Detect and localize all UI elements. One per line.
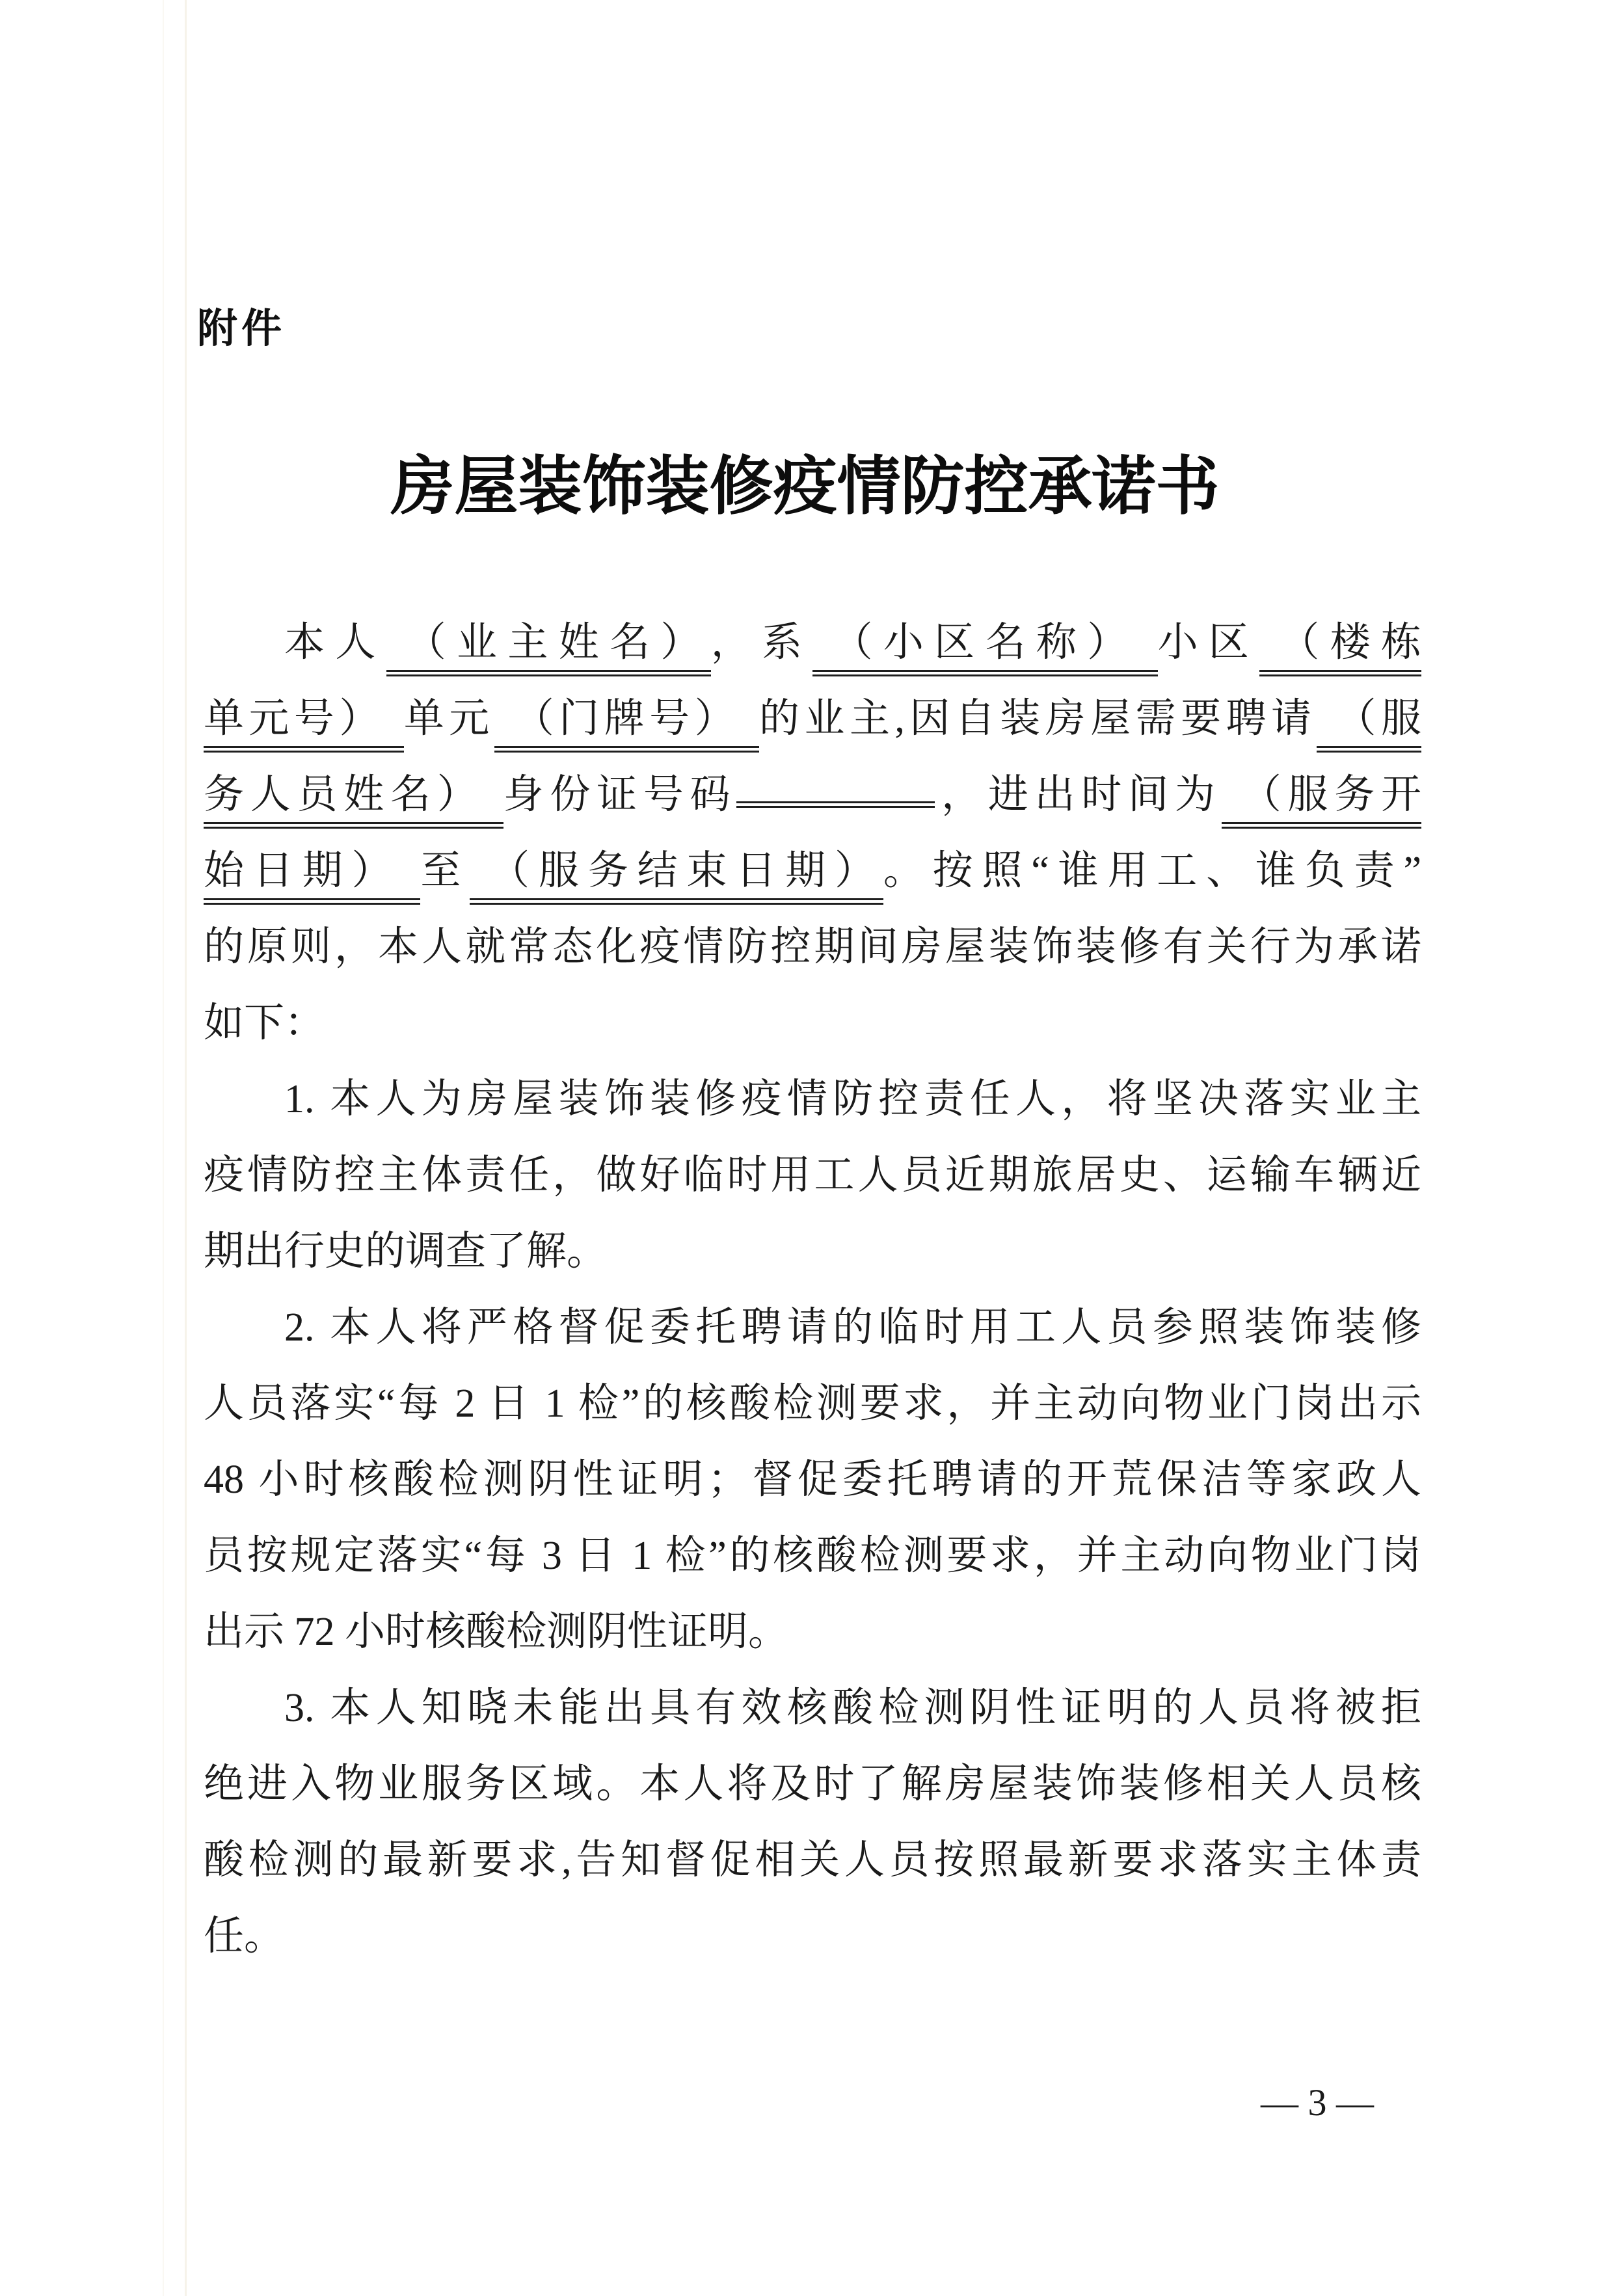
text-segment: 小区 [1157, 621, 1260, 665]
attachment-label: 附件 [197, 306, 286, 351]
text-segment: 单元 [403, 697, 494, 741]
blank-field: （小区名称） [812, 621, 1157, 676]
body-line [204, 1518, 1421, 1594]
text-segment: ，系 [710, 621, 813, 665]
document-body [204, 605, 1421, 1975]
body-line [204, 909, 1421, 985]
body-line [204, 1670, 1421, 1746]
body-line [204, 985, 1421, 1061]
scan-artifact-line [185, 0, 187, 2296]
text-segment: 的业主,因自装房屋需要聘请 [759, 697, 1317, 741]
text-segment: 期出行史的调查了解。 [204, 1229, 608, 1274]
text-segment: ， [935, 773, 988, 817]
text-segment: 身份证号码 [503, 773, 737, 817]
text-segment: 出示 72 小时核酸检测阴性证明。 [204, 1610, 789, 1654]
page-number: — 3 — [1261, 2081, 1374, 2124]
body-line [204, 1214, 1421, 1290]
body-line [204, 1822, 1421, 1899]
text-segment: 如下： [204, 1001, 325, 1045]
text-segment: 至 [420, 849, 470, 893]
body-line [204, 605, 1421, 681]
text-segment: 疫情防控主体责任，做好临时用工人员近期旅居史、运输车辆近 [204, 1153, 1421, 1197]
body-line [204, 681, 1421, 757]
body-line [204, 833, 1421, 909]
body-line [204, 1746, 1421, 1822]
body-line [204, 1899, 1421, 1975]
text-segment: 任。 [204, 1914, 285, 1958]
text-segment: 进出时间为 [987, 773, 1222, 817]
body-line [204, 1138, 1421, 1214]
text-segment: 的原则，本人就常态化疫情防控期间房屋装饰装修有关行为承诺 [204, 925, 1421, 969]
blank-field: （服 [1317, 697, 1421, 753]
text-segment: 人员落实“每 2 日 1 检”的核酸检测要求，并主动向物业门岗出示 [204, 1382, 1421, 1426]
body-line [204, 1366, 1421, 1442]
text-segment: 2. 本人将严格督促委托聘请的临时用工人员参照装饰装修 [284, 1305, 1421, 1350]
blank-field-empty [736, 763, 935, 808]
body-line [204, 757, 1421, 833]
scan-artifact-line [163, 0, 164, 2296]
blank-field: （楼栋 [1259, 621, 1421, 676]
body-line [204, 1061, 1421, 1138]
text-segment: 酸检测的最新要求,告知督促相关人员按照最新要求落实主体责 [204, 1838, 1421, 1882]
blank-field: （门牌号） [494, 697, 759, 753]
text-segment: 员按规定落实“每 3 日 1 检”的核酸检测要求，并主动向物业门岗 [204, 1534, 1421, 1578]
text-segment: 1. 本人为房屋装饰装修疫情防控责任人，将坚决落实业主 [284, 1077, 1421, 1121]
blank-field: 单元号） [204, 697, 404, 753]
blank-field: （服务结束日期） [470, 849, 883, 905]
text-segment: 本人 [284, 621, 386, 665]
body-line [204, 1594, 1421, 1670]
body-line [204, 1290, 1421, 1366]
text-segment: 3. 本人知晓未能出具有效核酸检测阴性证明的人员将被拒 [284, 1686, 1421, 1730]
blank-field: 务人员姓名） [204, 773, 503, 829]
blank-field: （服务开 [1222, 773, 1421, 829]
blank-field: （业主姓名） [386, 621, 711, 676]
text-segment: 48 小时核酸检测阴性证明；督促委托聘请的开荒保洁等家政人 [204, 1458, 1421, 1502]
text-segment: 。按照“谁用工、谁负责” [883, 849, 1421, 893]
text-segment: 绝进入物业服务区域。本人将及时了解房屋装饰装修相关人员核 [204, 1762, 1421, 1806]
blank-field: 始日期） [204, 849, 420, 905]
document-title: 房屋装饰装修疫情防控承诺书 [390, 452, 1220, 522]
body-line [204, 1442, 1421, 1518]
